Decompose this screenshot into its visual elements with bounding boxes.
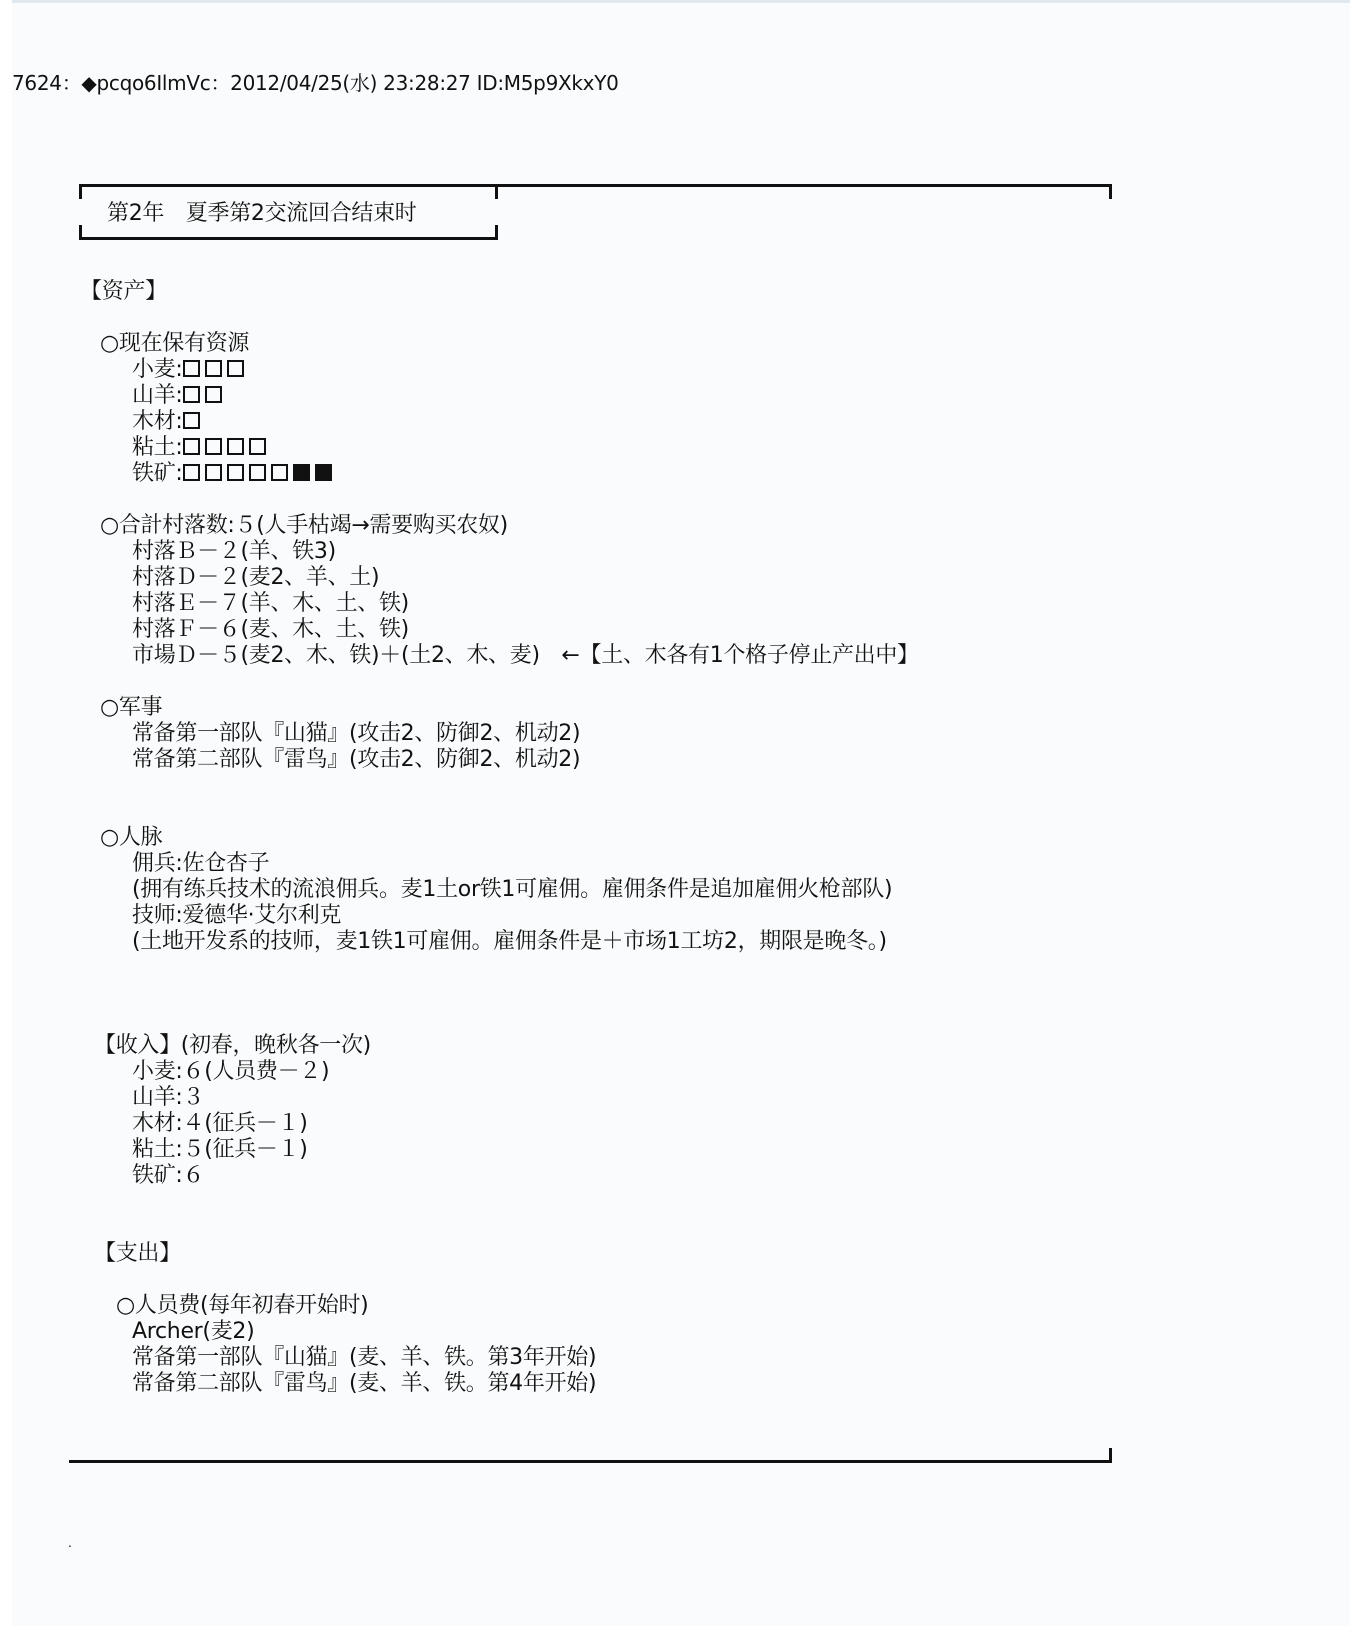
empty-square-icon bbox=[249, 464, 266, 481]
empty-square-icon bbox=[205, 438, 222, 455]
resource-row bbox=[132, 382, 227, 409]
frame-top-rule bbox=[79, 184, 1112, 187]
filled-square-icon bbox=[315, 464, 332, 481]
resource-row bbox=[132, 434, 271, 461]
contact-note: (拥有练兵技术的流浪佣兵。麦1土or铁1可雇佣。雇佣条件是追加雇佣火枪部队) bbox=[132, 877, 893, 902]
empty-square-icon bbox=[227, 360, 244, 377]
empty-square-icon bbox=[205, 386, 222, 403]
empty-square-icon bbox=[249, 438, 266, 455]
villages-heading: ○合計村落数:５(人手枯竭→需要购买农奴) bbox=[100, 513, 508, 538]
assets-heading: 【资产】 bbox=[80, 279, 167, 304]
resource-label: 木材: bbox=[132, 409, 183, 434]
income-line: 山羊:３ bbox=[132, 1085, 205, 1110]
military-unit: 常备第一部队『山猫』(攻击2、防御2、机动2) bbox=[132, 721, 581, 746]
empty-square-icon bbox=[205, 464, 222, 481]
resource-row bbox=[132, 460, 337, 487]
income-line: 木材:４(征兵－１) bbox=[132, 1111, 308, 1136]
contacts-heading: ○人脉 bbox=[100, 825, 163, 850]
income-line: 铁矿:６ bbox=[132, 1163, 205, 1188]
filled-square-icon bbox=[293, 464, 310, 481]
empty-square-icon bbox=[183, 360, 200, 377]
village-line: 村落Ｅ－７(羊、木、土、铁) bbox=[132, 591, 409, 616]
footer-mark: . bbox=[68, 1536, 72, 1550]
empty-square-icon bbox=[183, 386, 200, 403]
bottom-rule bbox=[69, 1460, 1112, 1463]
box-title: 第2年 夏季第2交流回合结束时 bbox=[107, 201, 417, 226]
market-line: 市場Ｄ－５(麦2、木、铁)＋(土2、木、麦) ←【土、木各有1个格子停止产出中】 bbox=[132, 643, 919, 668]
expense-line: 常备第二部队『雷鸟』(麦、羊、铁。第4年开始) bbox=[132, 1371, 597, 1396]
frame-right-tick bbox=[1109, 184, 1112, 199]
military-unit: 常备第二部队『雷鸟』(攻击2、防御2、机动2) bbox=[132, 747, 581, 772]
empty-square-icon bbox=[271, 464, 288, 481]
personnel-heading: ○人员费(每年初春开始时) bbox=[116, 1293, 369, 1318]
income-line: 粘土:５(征兵－１) bbox=[132, 1137, 308, 1162]
village-line: 村落Ｂ－２(羊、铁3) bbox=[132, 539, 336, 564]
military-heading: ○军事 bbox=[100, 695, 163, 720]
contact-line: 佣兵:佐仓杏子 bbox=[132, 851, 270, 876]
post-page bbox=[12, 0, 1350, 1626]
contact-line: 技师:爱德华·艾尔利克 bbox=[132, 903, 342, 928]
frame-left-tick bbox=[79, 184, 82, 199]
expense-line: Archer(麦2) bbox=[132, 1319, 255, 1344]
village-line: 村落Ｄ－２(麦2、羊、土) bbox=[132, 565, 380, 590]
resources-heading: ○现在保有资源 bbox=[100, 331, 250, 356]
empty-square-icon bbox=[205, 360, 222, 377]
expense-heading: 【支出】 bbox=[94, 1241, 181, 1266]
empty-square-icon bbox=[183, 412, 200, 429]
post-header: 7624：◆pcqo6IlmVc：2012/04/25(水) 23:28:27 ID:M5p9XkxY0 bbox=[12, 71, 619, 95]
frame-mid-tick bbox=[495, 184, 498, 199]
contact-note: (土地开发系的技师，麦1铁1可雇佣。雇佣条件是＋市场1工坊2，期限是晚冬。) bbox=[132, 929, 887, 954]
village-line: 村落Ｆ－６(麦、木、土、铁) bbox=[132, 617, 409, 642]
resource-row bbox=[132, 356, 249, 383]
box-bottom-rule bbox=[79, 237, 498, 240]
resource-label: 小麦: bbox=[132, 357, 183, 382]
resource-label: 山羊: bbox=[132, 383, 183, 408]
empty-square-icon bbox=[227, 438, 244, 455]
income-line: 小麦:６(人员费－２) bbox=[132, 1059, 330, 1084]
empty-square-icon bbox=[227, 464, 244, 481]
empty-square-icon bbox=[183, 438, 200, 455]
resource-label: 铁矿: bbox=[132, 461, 183, 486]
expense-line: 常备第一部队『山猫』(麦、羊、铁。第3年开始) bbox=[132, 1345, 597, 1370]
resource-row bbox=[132, 408, 205, 435]
resource-label: 粘土: bbox=[132, 435, 183, 460]
empty-square-icon bbox=[183, 464, 200, 481]
income-heading: 【收入】(初春，晚秋各一次) bbox=[94, 1033, 371, 1058]
